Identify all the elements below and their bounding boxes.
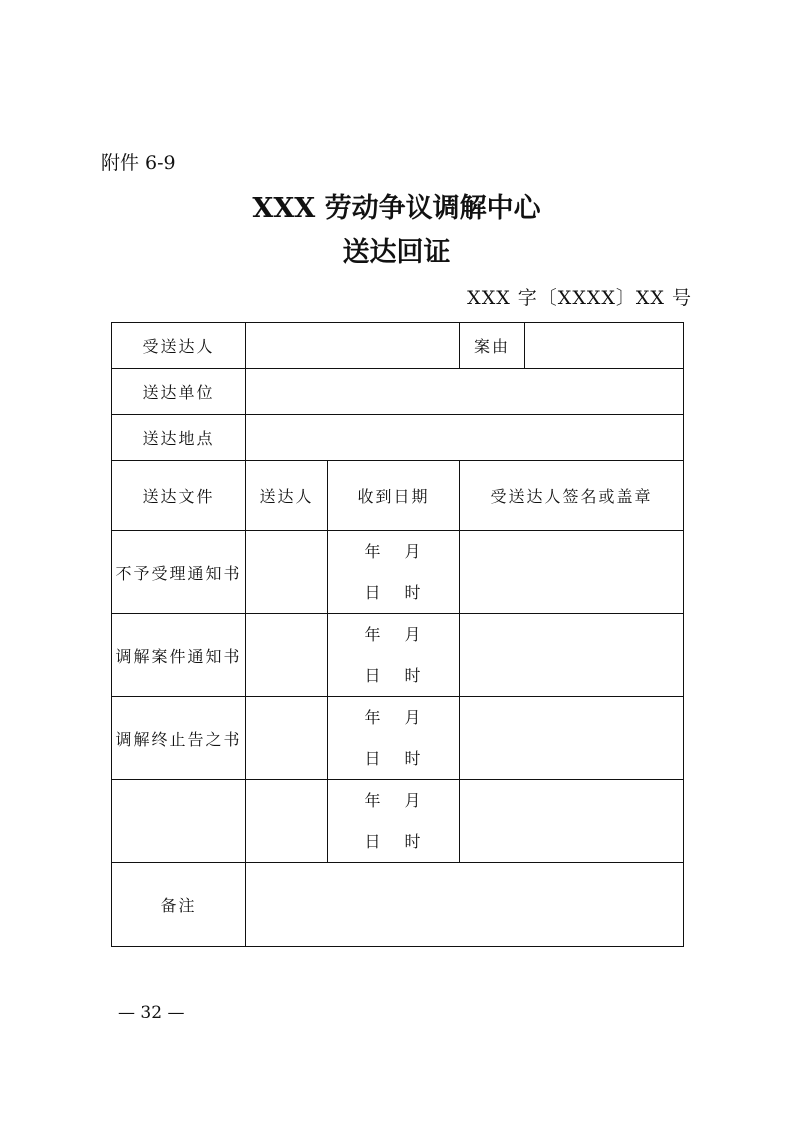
hour-label: 时	[404, 749, 423, 768]
delivery-unit-label: 送达单位	[112, 369, 246, 415]
column-header-deliverer: 送达人	[246, 461, 328, 531]
recipient-value	[246, 323, 460, 369]
document-name: 不予受理通知书	[112, 531, 246, 614]
hour-label: 时	[404, 666, 423, 685]
recipient-row	[112, 323, 684, 369]
month-label: 月	[404, 625, 423, 644]
document-name: 调解终止告之书	[112, 697, 246, 780]
year-label: 年	[364, 791, 383, 810]
month-label: 月	[404, 708, 423, 727]
column-header-row	[112, 461, 684, 531]
deliverer-cell	[246, 780, 328, 863]
hour-label: 时	[404, 832, 423, 851]
year-label: 年	[364, 708, 383, 727]
day-label: 日	[364, 583, 383, 602]
receipt-date-cell	[328, 780, 460, 863]
case-cause-value	[525, 323, 684, 369]
delivery-place-value	[246, 415, 684, 461]
delivery-unit-value	[246, 369, 684, 415]
document-row	[112, 531, 684, 614]
deliverer-cell	[246, 531, 328, 614]
document-number: XXX 字〔XXXX〕XX 号	[467, 287, 692, 309]
column-header-receipt-date: 收到日期	[328, 461, 460, 531]
delivery-receipt-table	[111, 322, 684, 947]
document-name	[112, 780, 246, 863]
delivery-place-row	[112, 415, 684, 461]
case-cause-label: 案由	[460, 323, 525, 369]
document-row	[112, 697, 684, 780]
receipt-date-cell	[328, 531, 460, 614]
recipient-label: 受送达人	[112, 323, 246, 369]
signature-cell	[460, 531, 684, 614]
remarks-label: 备注	[112, 863, 246, 947]
deliverer-cell	[246, 614, 328, 697]
delivery-place-label: 送达地点	[112, 415, 246, 461]
document-subtitle: 送达回证	[342, 237, 451, 268]
month-label: 月	[404, 542, 423, 561]
document-title: XXX 劳动争议调解中心	[252, 193, 541, 224]
month-label: 月	[404, 791, 423, 810]
remarks-value	[246, 863, 684, 947]
day-label: 日	[364, 666, 383, 685]
document-row	[112, 780, 684, 863]
day-label: 日	[364, 832, 383, 851]
deliverer-cell	[246, 697, 328, 780]
receipt-date-cell	[328, 614, 460, 697]
year-label: 年	[364, 542, 383, 561]
hour-label: 时	[404, 583, 423, 602]
attachment-label: 附件 6-9	[101, 152, 176, 174]
delivery-unit-row	[112, 369, 684, 415]
document-row	[112, 614, 684, 697]
column-header-document: 送达文件	[112, 461, 246, 531]
document-name: 调解案件通知书	[112, 614, 246, 697]
year-label: 年	[364, 625, 383, 644]
signature-cell	[460, 780, 684, 863]
receipt-date-cell	[328, 697, 460, 780]
signature-cell	[460, 697, 684, 780]
day-label: 日	[364, 749, 383, 768]
remarks-row	[112, 863, 684, 947]
column-header-signature: 受送达人签名或盖章	[460, 461, 684, 531]
page-number: — 32 —	[118, 1003, 185, 1023]
signature-cell	[460, 614, 684, 697]
